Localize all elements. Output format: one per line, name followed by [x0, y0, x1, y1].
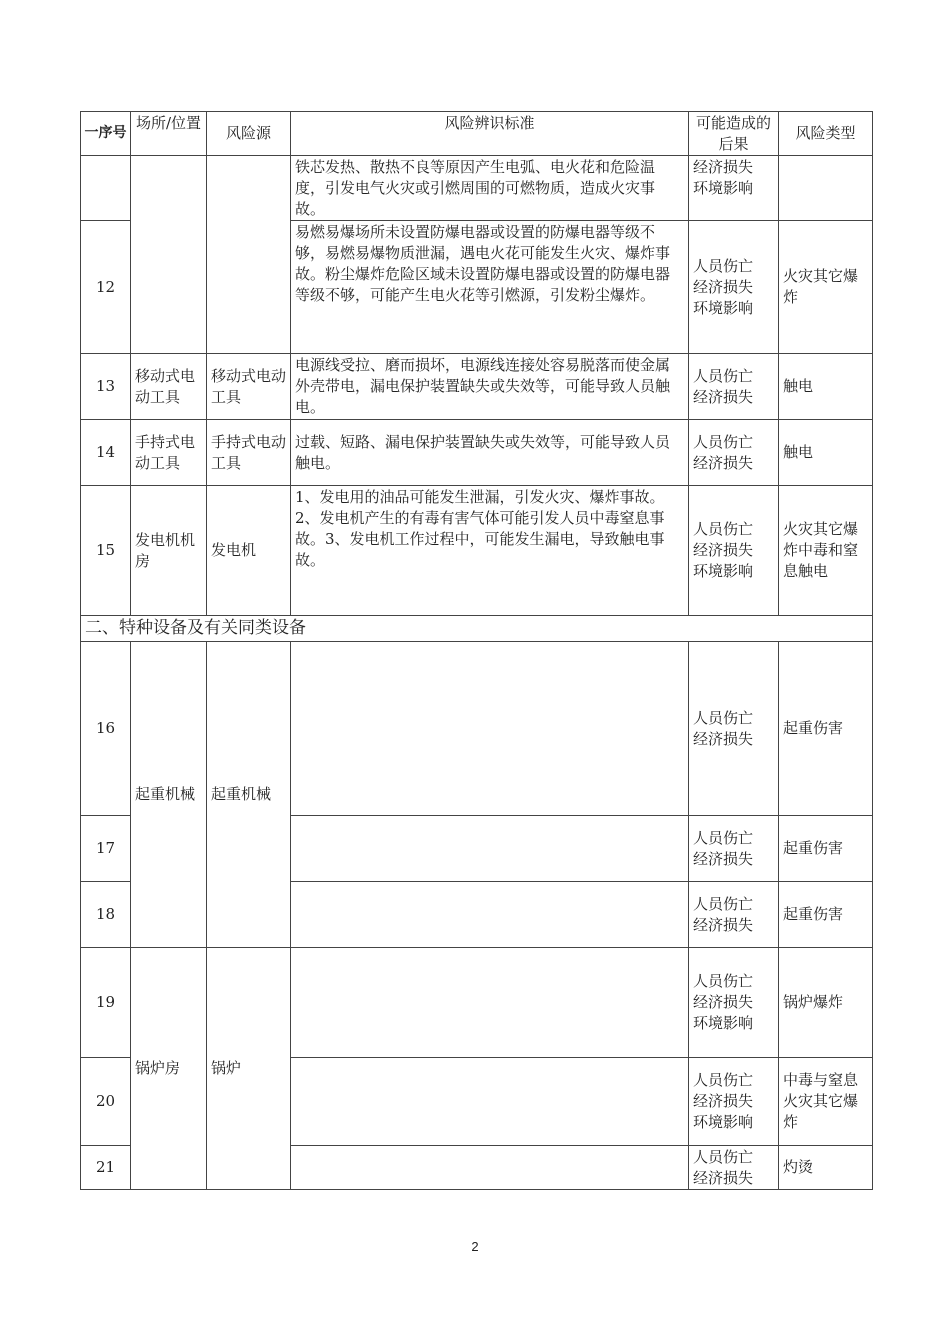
row-no: 14 [81, 420, 131, 486]
header-type: 风险类型 [779, 112, 873, 156]
row-criteria: 铁芯发热、散热不良等原因产生电弧、电火花和危险温度，引发电气火灾或引燃周围的可燃物质，造成火灾事故。 [291, 156, 689, 221]
row-source: 手持式电动工具 [207, 420, 291, 486]
row-source: 发电机 [207, 486, 291, 616]
row-consequence: 人员伤亡 经济损失 环境影响 [689, 948, 779, 1058]
row-consequence: 人员伤亡 经济损失 环境影响 [689, 221, 779, 354]
row-type [779, 156, 873, 221]
row-type: 灼烫 [779, 1146, 873, 1190]
row-type: 起重伤害 [779, 816, 873, 882]
table-row [81, 948, 873, 1058]
row-criteria: 1、发电用的油品可能发生泄漏，引发火灾、爆炸事故。2、发电机产生的有毒有害气体可能引发人员中毒窒息事故。3、发电机工作过程中，可能发生漏电，导致触电事故。 [291, 486, 689, 616]
table-row [81, 420, 873, 486]
row-criteria: 过载、短路、漏电保护装置缺失或失效等，可能导致人员触电。 [291, 420, 689, 486]
row-consequence: 人员伤亡 经济损失 环境影响 [689, 1058, 779, 1146]
row-no: 16 [81, 642, 131, 816]
row-no: 19 [81, 948, 131, 1058]
row-no: 20 [81, 1058, 131, 1146]
header-location: 场所/位置 [131, 112, 207, 156]
header-no: 一序号 [81, 112, 131, 156]
row-consequence: 经济损失 环境影响 [689, 156, 779, 221]
header-row [81, 112, 873, 156]
section-title: 二、特种设备及有关同类设备 [81, 616, 873, 642]
crane-location: 起重机械 [131, 642, 207, 948]
row-criteria [291, 1058, 689, 1146]
row-type: 火灾其它爆炸中毒和窒息触电 [779, 486, 873, 616]
row-no: 12 [81, 221, 131, 354]
row-location: 发电机机房 [131, 486, 207, 616]
row-consequence: 人员伤亡 经济损失 [689, 642, 779, 816]
row-criteria [291, 882, 689, 948]
boiler-source: 锅炉 [207, 948, 291, 1190]
row-type: 锅炉爆炸 [779, 948, 873, 1058]
row-no: 17 [81, 816, 131, 882]
row-consequence: 人员伤亡 经济损失 [689, 354, 779, 420]
row-consequence: 人员伤亡 经济损失 [689, 420, 779, 486]
row-location: 手持式电动工具 [131, 420, 207, 486]
row-criteria [291, 642, 689, 816]
header-consequence: 可能造成的后果 [689, 112, 779, 156]
row-no [81, 156, 131, 221]
row-no: 18 [81, 882, 131, 948]
row-criteria [291, 1146, 689, 1190]
row-type: 触电 [779, 420, 873, 486]
table-row [81, 486, 873, 616]
row-no: 21 [81, 1146, 131, 1190]
header-source: 风险源 [207, 112, 291, 156]
row-consequence: 人员伤亡 经济损失 [689, 816, 779, 882]
row-source [207, 156, 291, 354]
row-type: 起重伤害 [779, 642, 873, 816]
row-no: 13 [81, 354, 131, 420]
row-consequence: 人员伤亡 经济损失 环境影响 [689, 486, 779, 616]
row-type: 起重伤害 [779, 882, 873, 948]
table-row [81, 156, 873, 221]
row-type: 触电 [779, 354, 873, 420]
risk-table [80, 111, 873, 1190]
page-number: 2 [471, 1239, 479, 1254]
table-row [81, 354, 873, 420]
row-type: 中毒与窒息火灾其它爆炸 [779, 1058, 873, 1146]
row-criteria [291, 948, 689, 1058]
row-criteria: 易燃易爆场所未设置防爆电器或设置的防爆电器等级不够，易燃易爆物质泄漏，遇电火花可能发生火灾、爆炸事故。粉尘爆炸危险区域未设置防爆电器或设置的防爆电器等级不够，可能产生电火花等引燃源，引发粉尘爆炸。 [291, 221, 689, 354]
row-source: 移动式电动工具 [207, 354, 291, 420]
row-consequence: 人员伤亡 经济损失 [689, 1146, 779, 1190]
row-location: 移动式电动工具 [131, 354, 207, 420]
header-criteria: 风险辨识标准 [291, 112, 689, 156]
row-location [131, 156, 207, 354]
crane-source: 起重机械 [207, 642, 291, 948]
row-criteria [291, 816, 689, 882]
row-consequence: 人员伤亡 经济损失 [689, 882, 779, 948]
row-type: 火灾其它爆炸 [779, 221, 873, 354]
row-no: 15 [81, 486, 131, 616]
boiler-location: 锅炉房 [131, 948, 207, 1190]
row-criteria: 电源线受拉、磨而损坏，电源线连接处容易脱落而使金属外壳带电，漏电保护装置缺失或失效等，可能导致人员触电。 [291, 354, 689, 420]
table-row [81, 642, 873, 816]
section-row [81, 616, 873, 642]
